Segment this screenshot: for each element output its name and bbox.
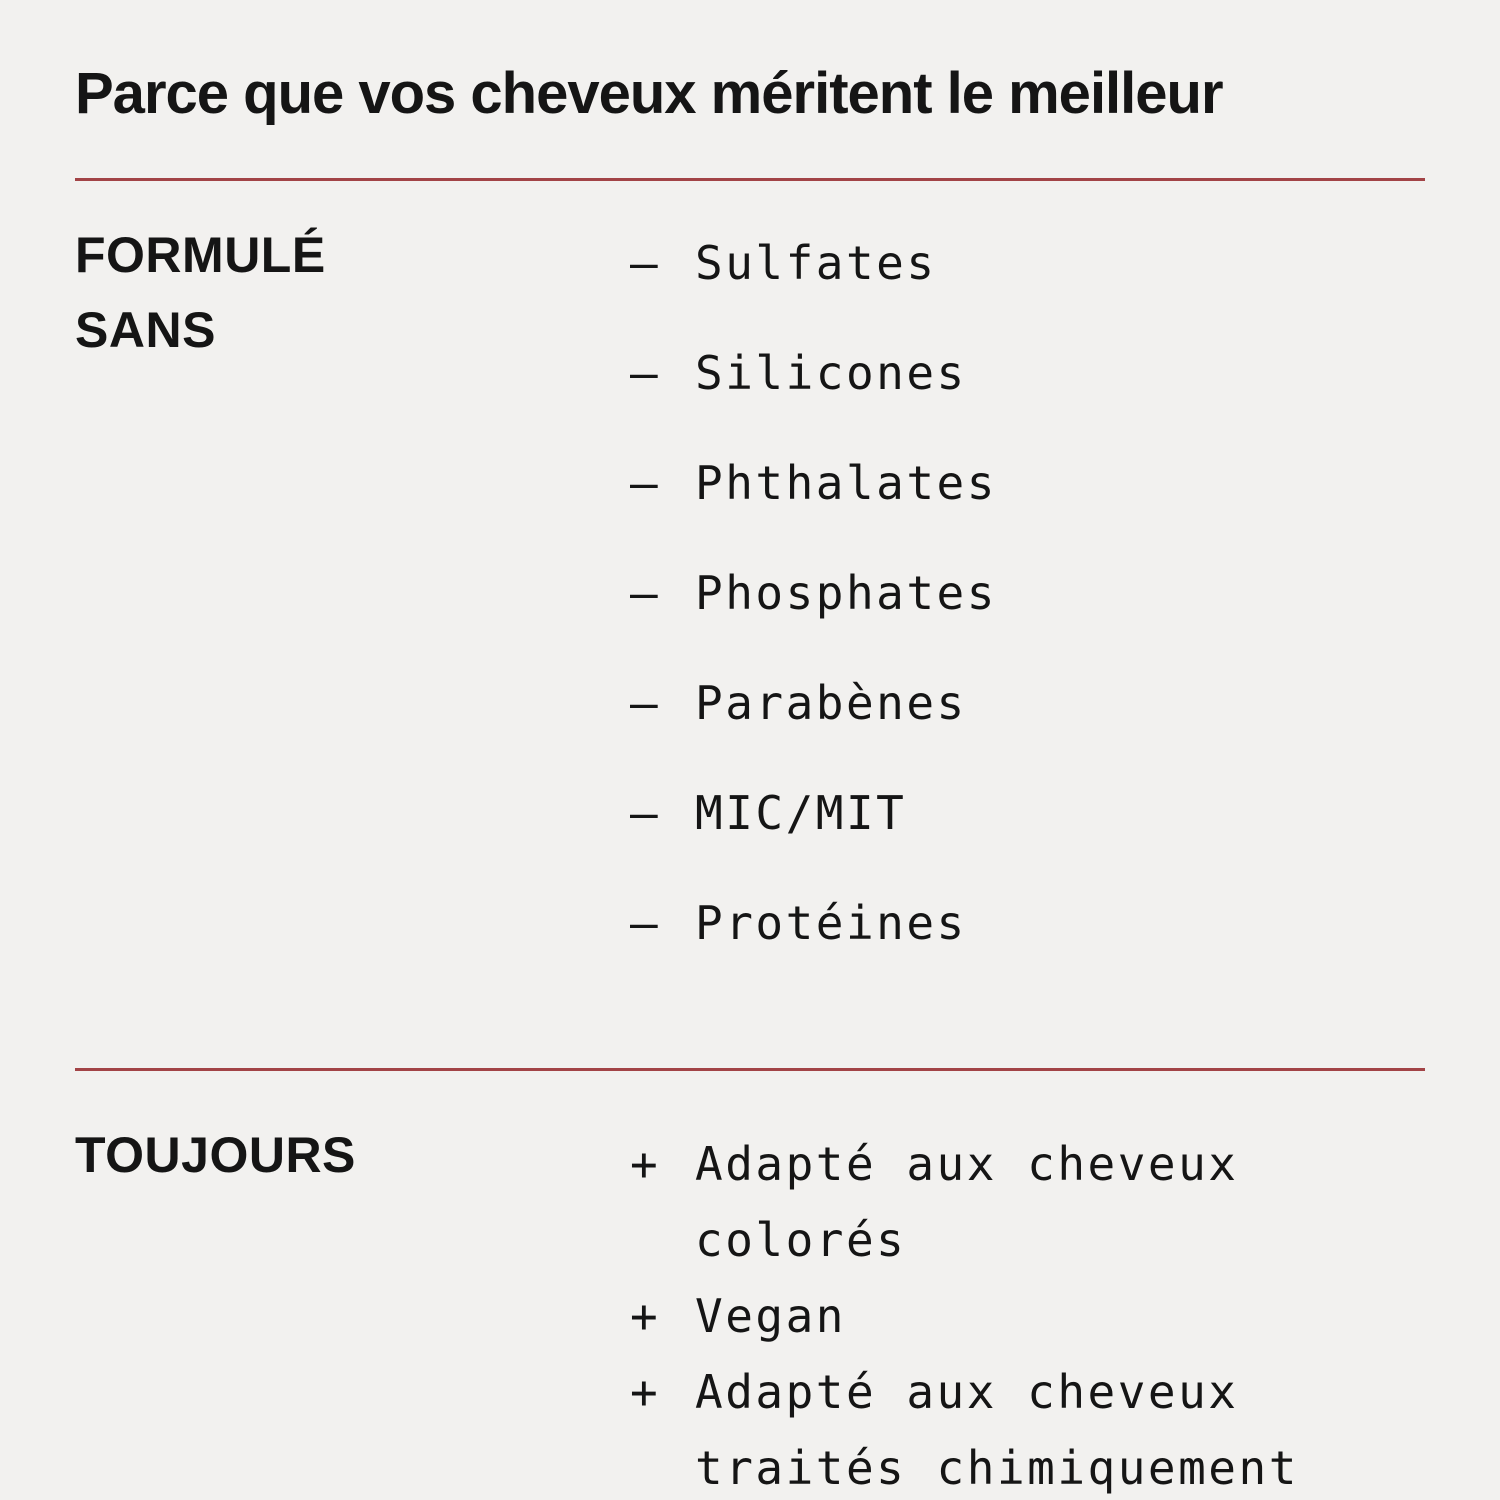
list-item-label: Phosphates xyxy=(695,566,997,620)
list-item-label: Protéines xyxy=(695,896,967,950)
list-item-label: Sulfates xyxy=(695,236,937,290)
list-item xyxy=(630,1354,1425,1500)
list-item-label: MIC/MIT xyxy=(695,786,907,840)
dash-bullet: — xyxy=(630,456,658,510)
plus-bullet: + xyxy=(630,1137,658,1191)
list-item xyxy=(630,886,1425,961)
list-item-label: Adapté aux cheveux colorés xyxy=(695,1137,1239,1267)
list-item-label: Phthalates xyxy=(695,456,997,510)
section-label-formule-sans xyxy=(75,218,630,368)
dash-bullet: — xyxy=(630,896,658,950)
list-item-label: Vegan xyxy=(695,1289,846,1343)
dash-bullet: — xyxy=(630,346,658,400)
dash-bullet: — xyxy=(630,236,658,290)
plus-bullet: + xyxy=(630,1289,658,1343)
section-formule-sans xyxy=(75,181,1425,1016)
plus-bullet: + xyxy=(630,1365,658,1419)
list-item xyxy=(630,446,1425,521)
section-label-toujours xyxy=(75,1118,630,1193)
list-item xyxy=(630,226,1425,301)
dash-bullet: — xyxy=(630,566,658,620)
list-item xyxy=(630,1278,1425,1354)
section-label-line: FORMULÉ xyxy=(75,227,326,283)
list-item-label: Parabènes xyxy=(695,676,967,730)
excluded-ingredients-list xyxy=(630,226,1425,961)
list-item xyxy=(630,666,1425,741)
section-label-line: TOUJOURS xyxy=(75,1127,356,1183)
list-item-label: Silicones xyxy=(695,346,967,400)
section-label-line: SANS xyxy=(75,302,216,358)
list-item xyxy=(630,556,1425,631)
page-title: Parce que vos cheveux méritent le meilleur xyxy=(75,61,1223,126)
dash-bullet: — xyxy=(630,786,658,840)
list-item xyxy=(630,776,1425,851)
always-claims-list xyxy=(630,1126,1425,1500)
list-item-label: Adapté aux cheveux traités chimiquement xyxy=(695,1365,1299,1495)
list-item xyxy=(630,1126,1425,1278)
dash-bullet: — xyxy=(630,676,658,730)
section-toujours xyxy=(75,1071,1425,1500)
list-item xyxy=(630,336,1425,411)
